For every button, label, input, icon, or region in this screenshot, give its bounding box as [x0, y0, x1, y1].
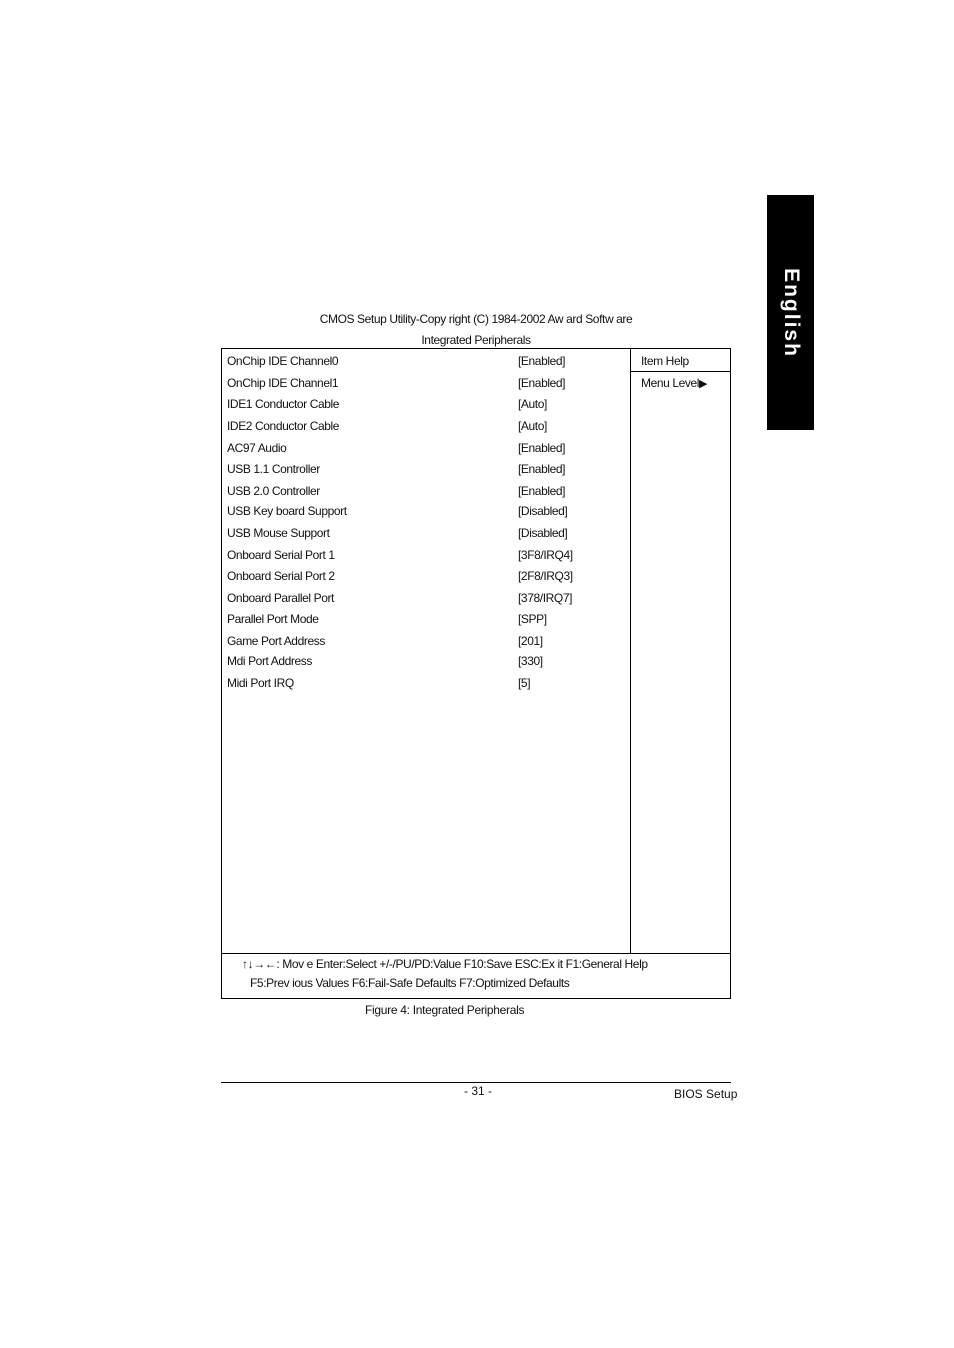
- language-tab-label: English: [779, 267, 803, 358]
- setting-label: Parallel Port Mode: [227, 612, 319, 626]
- setting-value[interactable]: [Enabled]: [518, 354, 566, 368]
- language-tab: [767, 195, 814, 430]
- setting-label: AC97 Audio: [227, 441, 287, 455]
- setting-row[interactable]: [222, 591, 630, 611]
- setting-label: IDE2 Conductor Cable: [227, 419, 340, 433]
- setting-row[interactable]: [222, 397, 630, 417]
- setting-row[interactable]: [222, 612, 630, 632]
- figure-caption: Figure 4: Integrated Peripherals: [365, 1003, 525, 1017]
- item-help-title: Item Help: [641, 354, 689, 368]
- setting-label: Mdi Port Address: [227, 654, 312, 668]
- bios-page-title: Integrated Peripherals: [421, 333, 531, 347]
- setting-label: USB 1.1 Controller: [227, 462, 320, 476]
- page-number: - 31 -: [464, 1084, 493, 1098]
- setting-row[interactable]: [222, 654, 630, 674]
- setting-value[interactable]: [Enabled]: [518, 484, 566, 498]
- setting-value[interactable]: [SPP]: [518, 612, 547, 626]
- setting-row[interactable]: [222, 441, 630, 461]
- setting-label: USB 2.0 Controller: [227, 484, 320, 498]
- setting-row[interactable]: [222, 676, 630, 696]
- setting-label: USB Mouse Support: [227, 526, 330, 540]
- setting-label: IDE1 Conductor Cable: [227, 397, 340, 411]
- setting-label: OnChip IDE Channel0: [227, 354, 339, 368]
- setting-label: OnChip IDE Channel1: [227, 376, 339, 390]
- setting-value[interactable]: [Disabled]: [518, 504, 568, 518]
- setting-row[interactable]: [222, 504, 630, 524]
- setting-label: USB Key board Support: [227, 504, 347, 518]
- setting-value[interactable]: [378/IRQ7]: [518, 591, 573, 605]
- setting-value[interactable]: [Auto]: [518, 419, 547, 433]
- setting-value[interactable]: [5]: [518, 676, 531, 690]
- setting-value[interactable]: [201]: [518, 634, 543, 648]
- setting-row[interactable]: [222, 526, 630, 546]
- section-name: BIOS Setup: [674, 1087, 738, 1101]
- footer-divider: [221, 1082, 731, 1083]
- setting-value[interactable]: [Enabled]: [518, 376, 566, 390]
- setting-row[interactable]: [222, 569, 630, 589]
- setting-label: Midi Port IRQ: [227, 676, 294, 690]
- setting-value[interactable]: [Disabled]: [518, 526, 568, 540]
- setting-row[interactable]: [222, 419, 630, 439]
- setting-label: Onboard Parallel Port: [227, 591, 334, 605]
- key-legend-line-2: F5:Prev ious Values F6:Fail-Safe Defaults F7:Optimized Defaults: [250, 976, 570, 990]
- setting-label: Onboard Serial Port 2: [227, 569, 335, 583]
- setting-row[interactable]: [222, 484, 630, 504]
- key-legend-line-1: ↑↓→←: Mov e Enter:Select +/-/PU/PD:Value F10:Save ESC:Ex it F1:General Help: [242, 957, 648, 971]
- setting-row[interactable]: [222, 548, 630, 568]
- key-legend: [222, 953, 730, 999]
- menu-level: [641, 376, 707, 390]
- setting-row[interactable]: [222, 634, 630, 654]
- setting-row[interactable]: [222, 354, 630, 374]
- setting-value[interactable]: [Enabled]: [518, 441, 566, 455]
- setting-value[interactable]: [Enabled]: [518, 462, 566, 476]
- setting-value[interactable]: [330]: [518, 654, 543, 668]
- bios-setup-screen: [221, 348, 731, 999]
- setting-label: Onboard Serial Port 1: [227, 548, 335, 562]
- setting-value[interactable]: [3F8/IRQ4]: [518, 548, 573, 562]
- bios-title: CMOS Setup Utility-Copy right (C) 1984-2002 Aw ard Softw are: [319, 312, 633, 326]
- setting-value[interactable]: [Auto]: [518, 397, 547, 411]
- setting-row[interactable]: [222, 376, 630, 396]
- setting-row[interactable]: [222, 462, 630, 482]
- item-help-header: [631, 349, 731, 372]
- item-help-panel: [630, 349, 731, 953]
- triangle-right-icon: ▶: [699, 378, 708, 390]
- menu-level-label: Menu Level: [641, 376, 700, 390]
- setting-label: Game Port Address: [227, 634, 325, 648]
- setting-value[interactable]: [2F8/IRQ3]: [518, 569, 573, 583]
- settings-list: [222, 349, 630, 953]
